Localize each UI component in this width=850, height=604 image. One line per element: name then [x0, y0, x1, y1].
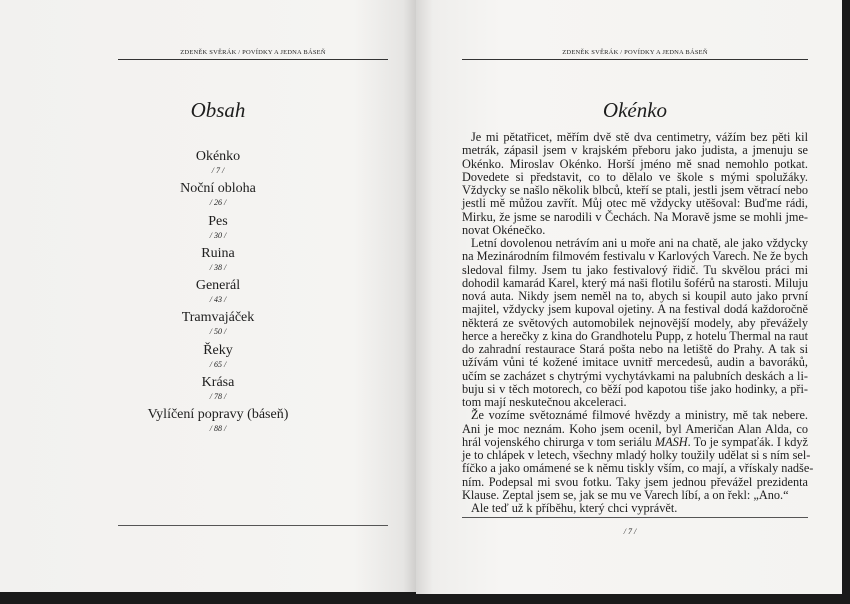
toc-item: [118, 213, 318, 245]
text-line: hrál vojenského chirurga v tom seriálu MASH. To je sympaťák. I když: [462, 434, 808, 449]
toc-item: [118, 148, 318, 180]
text-line: Vždycky se našlo několik blbců, kteří se ptali, jestli jsem větrací nebo: [462, 183, 808, 197]
text-line: je to chlápek v letech, všechny mladý holky toužily udělat si s ním sel-: [462, 448, 811, 462]
text-line: Že vozíme světoznámé filmové hvězdy a ministry, mě tak nebere.: [471, 408, 808, 423]
toc-item-page: / 88 /: [209, 424, 227, 434]
text-line: majitel, vždycky jsem kupoval ojetiny. A na festival dodá každoročně: [462, 302, 808, 317]
text-line: Ani je moc neznám. Koho jsem ocenil, byl Američan Alan Alda, co: [462, 421, 808, 436]
text-line: ním. Podepsal mi svou fotku. Taky jsem jednou převážel prezidenta: [462, 474, 808, 489]
running-header: ZDENĚK SVĚRÁK / POVÍDKY A JEDNA BÁSEŇ: [180, 49, 326, 56]
toc-item-page: / 43 /: [209, 295, 227, 305]
footer-rule: [462, 517, 808, 518]
text-line: Mirku, že jsme se narodili v Čechách. Na Moravě jsme se mohli jme-: [462, 209, 808, 224]
text-line: do zahradní restaurace Stará pošta nebo na letiště do Prahy. A tak si: [462, 342, 808, 356]
text-line: některá ze světových automobilek nejnovější modely, aby převážely: [462, 315, 808, 330]
chapter-title: Okénko: [602, 98, 668, 122]
table-of-contents: [118, 148, 318, 439]
page-title: Obsah: [190, 98, 246, 122]
running-header: ZDENĚK SVĚRÁK / POVÍDKY A JEDNA BÁSEŇ: [562, 49, 708, 56]
toc-item: [118, 277, 318, 309]
text-line: Klause. Zeptal jsem se, jak se mu ve Varech líbí, a on řekl: „Ano.“: [462, 487, 789, 502]
text-line: Okénko. Miroslav Okénko. Horší jméno mě snad nemohlo potkat.: [462, 156, 808, 171]
left-page: [0, 0, 416, 592]
text-line: herce a herečky z kina do Grandhotelu Pupp, z hotelu Thermal na raut: [462, 328, 808, 343]
toc-item-title: Generál: [195, 278, 241, 294]
text-line: na Mezinárodním filmovém festivalu v Karlových Varech. Ne že bych: [462, 249, 809, 264]
toc-item: [118, 245, 318, 277]
text-line: buju si v těch motorech, co běží pod kapotou tiše jako hodinky, a při-: [462, 381, 808, 396]
text-line: dohodil kamarád Karel, který má naši flotilu šoférů na starosti. Miluju: [462, 275, 808, 290]
text-line: sledoval filmy. Jsem tu jako festivalový řidič. Tu skvělou práci mi: [462, 262, 808, 277]
toc-item-title: Ruina: [201, 245, 235, 261]
text-line: tom mají neskutečnou akceleraci.: [462, 395, 627, 409]
text-line: fíčko a jako omámené se k němu tiskly vším, co mají, a vřískaly nadše-: [462, 461, 814, 476]
chapter-text: [462, 130, 814, 515]
text-line: metrák, zápasil jsem v krajském přeboru jako judista, a jmenuju se: [462, 143, 808, 158]
toc-item-title: Řeky: [203, 342, 233, 358]
toc-item-page: / 78 /: [209, 392, 227, 402]
toc-item-title: Tramvajáček: [181, 310, 255, 326]
toc-item: [118, 180, 318, 212]
toc-item-page: / 7 /: [211, 166, 225, 175]
text-line: novat Okénečko.: [462, 222, 546, 237]
text-line: Ale teď už k příběhu, který chci vyprávět.: [471, 501, 678, 515]
toc-item-page: / 50 /: [209, 327, 227, 337]
toc-item: [118, 406, 318, 438]
text-line: Dovedete si představit, co to dělalo ve škole s mými spolužáky.: [462, 169, 808, 184]
header-rule: [118, 59, 388, 60]
text-line: učím se zacházet s chytrými vychytávkami na palubních deskách a li-: [462, 368, 808, 383]
header-rule: [462, 59, 808, 60]
toc-item-title: Noční obloha: [180, 181, 256, 197]
page-number: / 7 /: [623, 527, 637, 536]
text-line: nová auta. Nikdy jsem neměl na to, abych si koupil auto jako první: [462, 289, 808, 303]
toc-item-page: / 38 /: [209, 262, 227, 272]
toc-item-title: Okénko: [195, 149, 241, 164]
toc-item: [118, 374, 318, 406]
toc-item: [118, 342, 318, 374]
toc-item-page: / 65 /: [209, 359, 227, 369]
footer-rule: [118, 525, 388, 526]
toc-item-page: / 30 /: [209, 230, 227, 240]
toc-item-title: Pes: [208, 213, 228, 229]
toc-item-title: Vylíčení popravy (báseň): [147, 407, 289, 423]
toc-item-title: Krása: [201, 375, 235, 391]
text-line: jestli mě můžou zavřít. Můj otec mě vždycky utěšoval: Buďme rádi,: [462, 196, 808, 211]
text-line: Letní dovolenou netrávím ani u moře ani na chatě, ale jako vždycky: [471, 236, 808, 250]
toc-item: [118, 309, 318, 341]
text-line: Je mi pětatřicet, měřím dvě stě dva centimetry, vážím bez pěti kil: [471, 130, 808, 144]
toc-item-page: / 26 /: [209, 198, 227, 208]
text-line: užívám vůni té kožené imitace uvnitř mercedesů, audin a bavoráků,: [462, 355, 808, 370]
